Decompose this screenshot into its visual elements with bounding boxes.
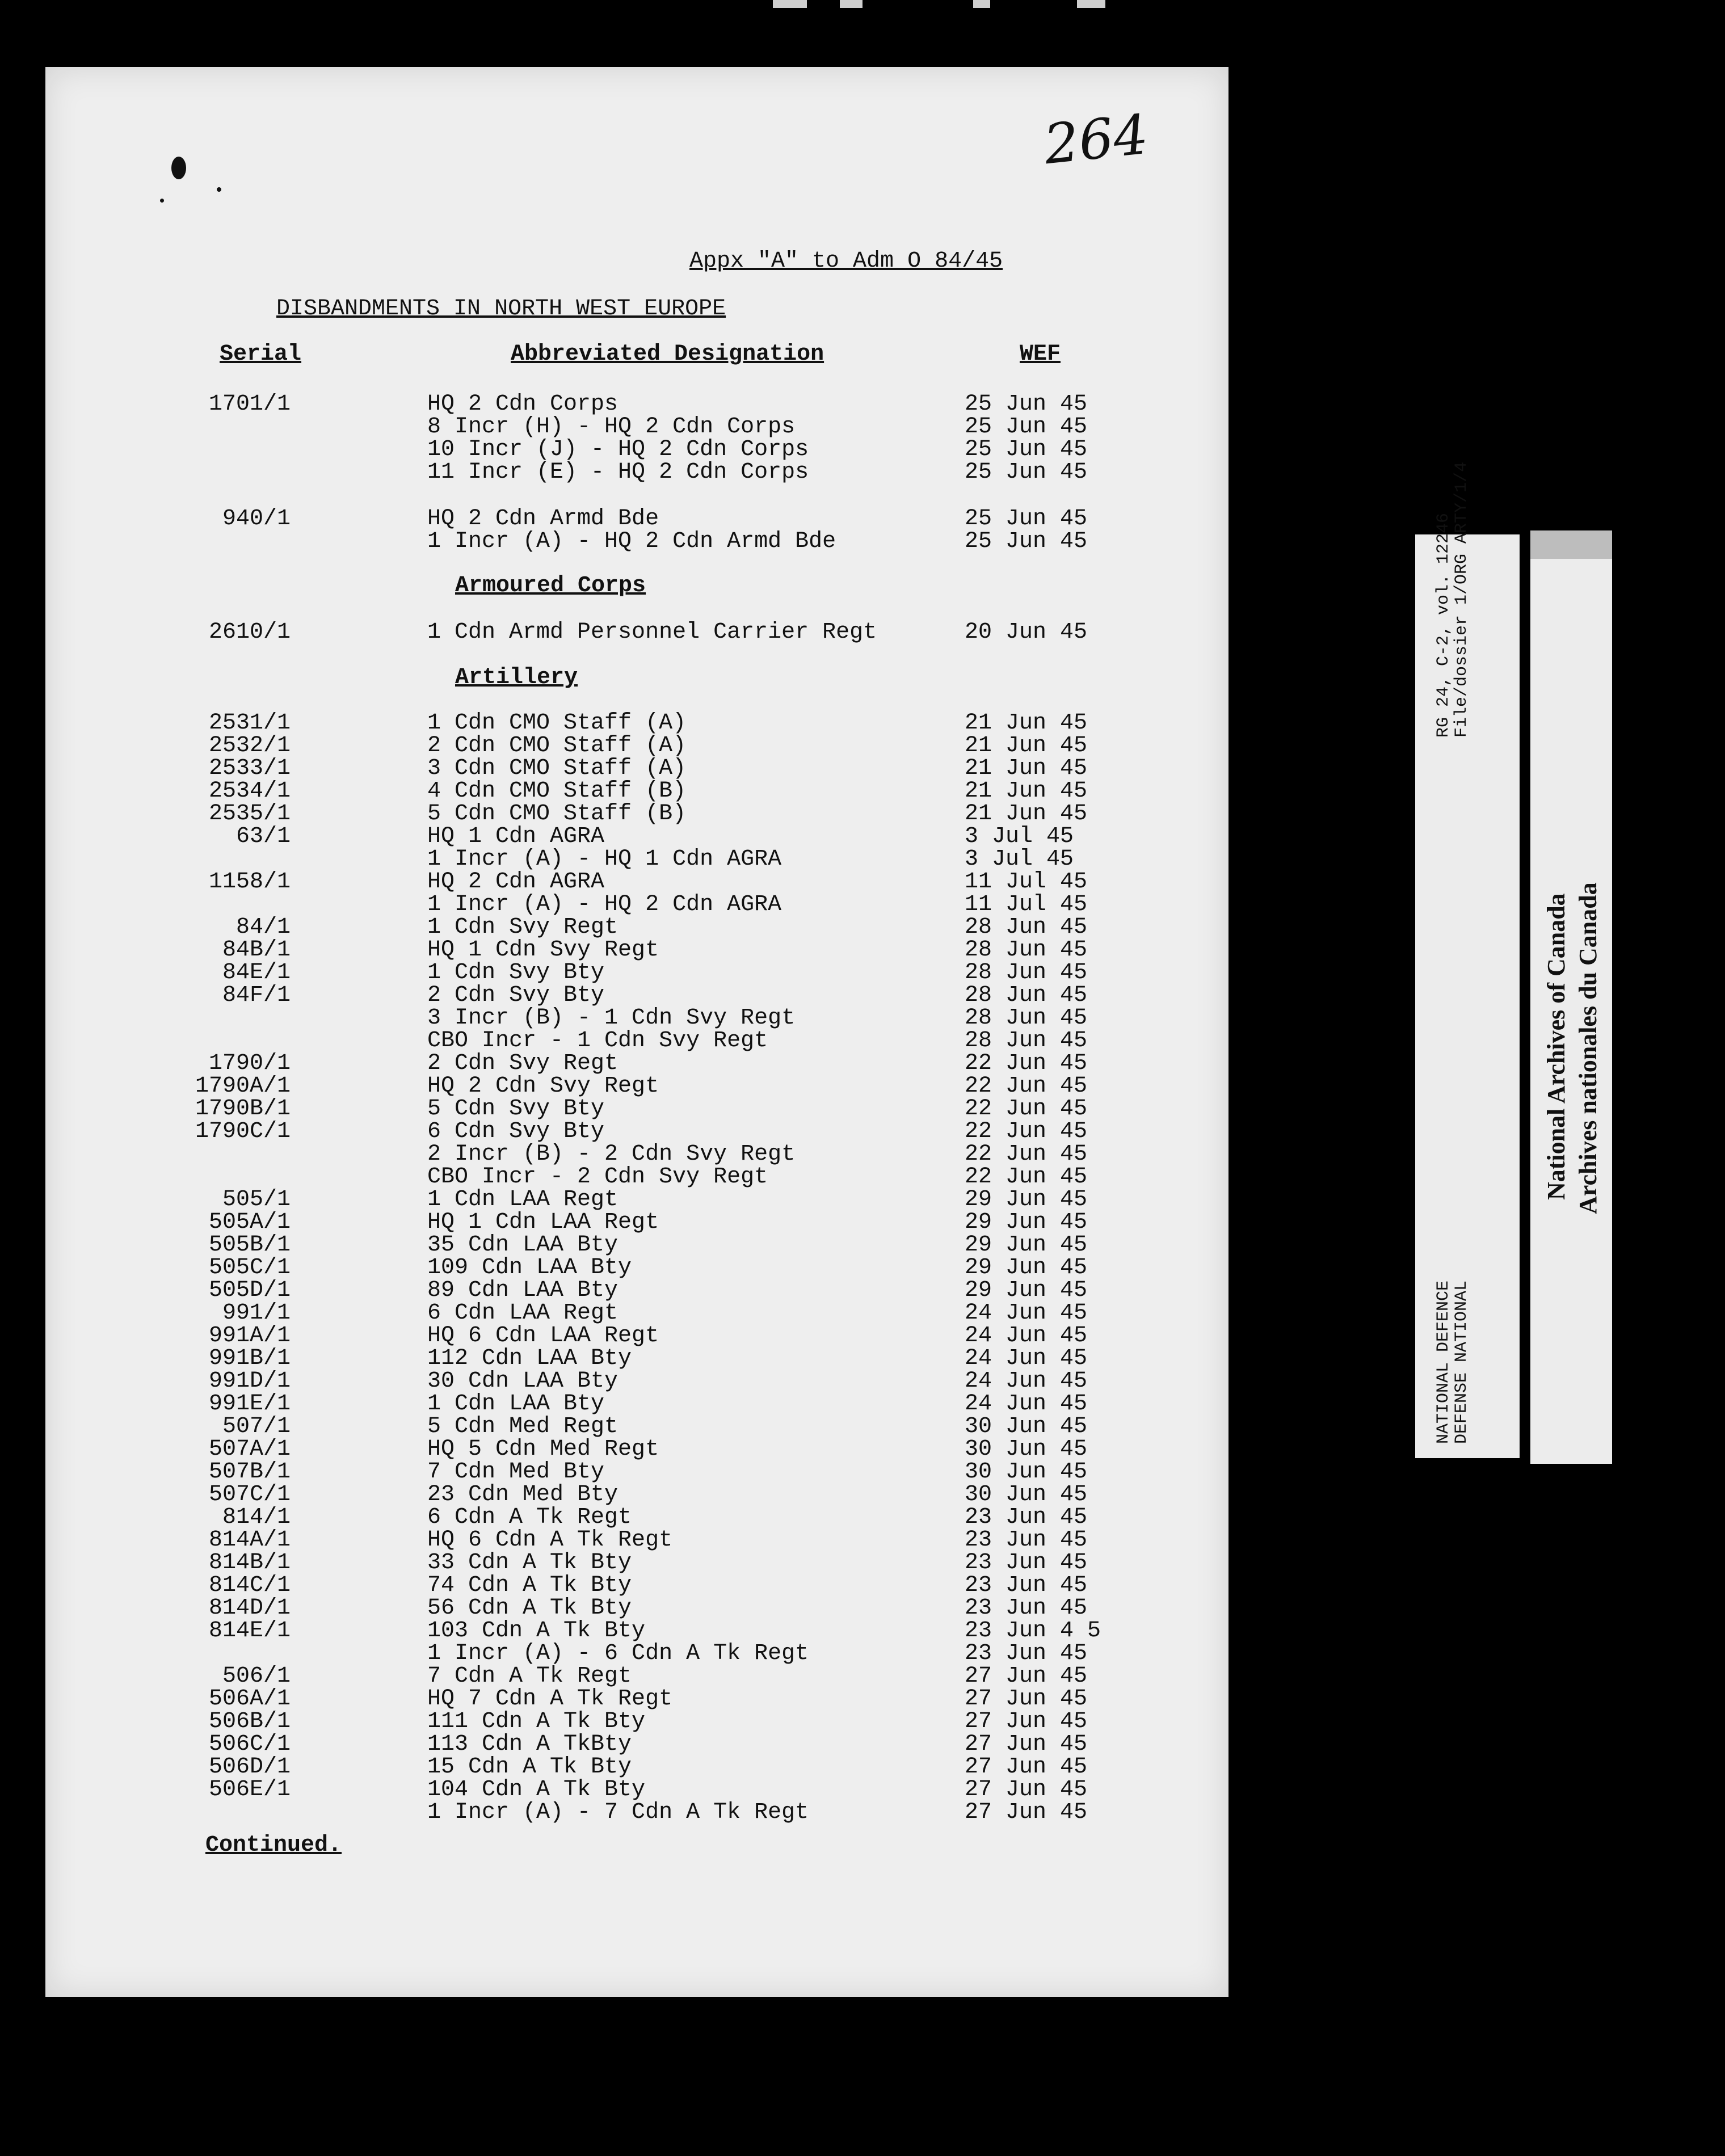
designation-cell: 1 Cdn Svy Bty [427, 960, 605, 986]
column-header-designation: Abbreviated Designation [511, 342, 824, 367]
wef-cell: 25 Jun 45 [965, 460, 1088, 485]
wef-cell: 21 Jun 45 [965, 756, 1088, 781]
wef-cell: 29 Jun 45 [965, 1187, 1088, 1212]
designation-cell: 2 Cdn Svy Bty [427, 983, 605, 1008]
serial-cell: 814E/1 [208, 1618, 291, 1644]
serial-cell: 991A/1 [208, 1323, 291, 1349]
wef-cell: 27 Jun 45 [965, 1732, 1088, 1757]
wef-cell: 23 Jun 45 [965, 1641, 1088, 1666]
serial-cell: 2535/1 [208, 801, 291, 827]
wef-cell: 24 Jun 45 [965, 1323, 1088, 1349]
wef-cell: 25 Jun 45 [965, 529, 1088, 554]
serial-cell: 2534/1 [208, 778, 291, 804]
serial-cell: 507C/1 [208, 1482, 291, 1507]
section-heading-armoured-corps: Armoured Corps [455, 573, 646, 599]
ink-dot [217, 187, 221, 192]
designation-cell: 109 Cdn LAA Bty [427, 1255, 632, 1281]
dept-line-2: DEFENSE NATIONAL [1452, 1280, 1471, 1444]
designation-cell: 3 Cdn CMO Staff (A) [427, 756, 687, 781]
film-perforation [840, 0, 862, 8]
wef-cell: 25 Jun 45 [965, 391, 1088, 417]
designation-cell: HQ 1 Cdn LAA Regt [427, 1210, 659, 1235]
serial-cell: 814/1 [222, 1505, 291, 1530]
serial-cell: 507B/1 [208, 1459, 291, 1485]
designation-cell: 112 Cdn LAA Bty [427, 1346, 632, 1371]
wef-cell: 23 Jun 4 5 [965, 1618, 1101, 1644]
ink-blot [171, 157, 186, 179]
archives-name-fr: Archives nationales du Canada [1574, 882, 1602, 1214]
designation-cell: 7 Cdn A Tk Regt [427, 1664, 632, 1689]
designation-cell: 6 Cdn A Tk Regt [427, 1505, 632, 1530]
wef-cell: 21 Jun 45 [965, 710, 1088, 736]
wef-cell: 23 Jun 45 [965, 1595, 1088, 1621]
designation-cell: 15 Cdn A Tk Bty [427, 1754, 632, 1780]
document-title: DISBANDMENTS IN NORTH WEST EUROPE [276, 296, 726, 322]
designation-cell: HQ 1 Cdn Svy Regt [427, 937, 659, 963]
serial-cell: 506B/1 [208, 1709, 291, 1734]
wef-cell: 21 Jun 45 [965, 733, 1088, 759]
designation-cell: 2 Cdn CMO Staff (A) [427, 733, 687, 759]
archive-ref-line-2: File/dossier 1/ORG ARTY/1/4 [1452, 461, 1471, 738]
wef-cell: 27 Jun 45 [965, 1686, 1088, 1712]
wef-cell: 23 Jun 45 [965, 1573, 1088, 1598]
designation-cell: 2 Cdn Svy Regt [427, 1051, 619, 1076]
designation-cell: 35 Cdn LAA Bty [427, 1232, 619, 1258]
wef-cell: 25 Jun 45 [965, 414, 1088, 440]
wef-cell: 3 Jul 45 [965, 824, 1074, 849]
wef-cell: 24 Jun 45 [965, 1368, 1088, 1394]
serial-cell: 506E/1 [208, 1777, 291, 1803]
wef-cell: 25 Jun 45 [965, 437, 1088, 462]
archive-ref-line-1: RG 24, C-2, vol. 12246 [1434, 512, 1453, 738]
wef-cell: 28 Jun 45 [965, 937, 1088, 963]
wef-cell: 24 Jun 45 [965, 1391, 1088, 1417]
designation-cell: 56 Cdn A Tk Bty [427, 1595, 632, 1621]
wef-cell: 27 Jun 45 [965, 1777, 1088, 1803]
film-perforation [773, 0, 807, 8]
film-perforation [1077, 0, 1105, 8]
serial-cell: 506D/1 [208, 1754, 291, 1780]
designation-cell: 5 Cdn Svy Bty [427, 1096, 605, 1122]
serial-cell: 1790B/1 [195, 1096, 291, 1122]
wef-cell: 29 Jun 45 [965, 1278, 1088, 1303]
wef-cell: 28 Jun 45 [965, 1028, 1088, 1054]
designation-cell: 10 Incr (J) - HQ 2 Cdn Corps [427, 437, 809, 462]
wef-cell: 30 Jun 45 [965, 1482, 1088, 1507]
wef-cell: 29 Jun 45 [965, 1232, 1088, 1258]
designation-cell: 104 Cdn A Tk Bty [427, 1777, 646, 1803]
serial-cell: 1701/1 [208, 391, 291, 417]
serial-cell: 505A/1 [208, 1210, 291, 1235]
designation-cell: HQ 5 Cdn Med Regt [427, 1437, 659, 1462]
wef-cell: 24 Jun 45 [965, 1300, 1088, 1326]
handwritten-page-number: 264 [1041, 102, 1151, 177]
designation-cell: 74 Cdn A Tk Bty [427, 1573, 632, 1598]
designation-cell: 1 Cdn Armd Personnel Carrier Regt [427, 620, 877, 645]
wef-cell: 30 Jun 45 [965, 1414, 1088, 1439]
wef-cell: 27 Jun 45 [965, 1754, 1088, 1780]
wef-cell: 22 Jun 45 [965, 1051, 1088, 1076]
serial-cell: 84B/1 [222, 937, 291, 963]
wef-cell: 11 Jul 45 [965, 892, 1088, 917]
wef-cell: 23 Jun 45 [965, 1550, 1088, 1576]
serial-cell: 814D/1 [208, 1595, 291, 1621]
serial-cell: 507/1 [222, 1414, 291, 1439]
wef-cell: 22 Jun 45 [965, 1073, 1088, 1099]
designation-cell: 5 Cdn CMO Staff (B) [427, 801, 687, 827]
wef-cell: 21 Jun 45 [965, 801, 1088, 827]
wef-cell: 23 Jun 45 [965, 1527, 1088, 1553]
designation-cell: HQ 2 Cdn AGRA [427, 869, 605, 895]
column-header-wef: WEF [1020, 342, 1061, 367]
designation-cell: CBO Incr - 2 Cdn Svy Regt [427, 1164, 768, 1190]
wef-cell: 28 Jun 45 [965, 960, 1088, 986]
designation-cell: HQ 6 Cdn LAA Regt [427, 1323, 659, 1349]
designation-cell: 103 Cdn A Tk Bty [427, 1618, 646, 1644]
serial-cell: 991E/1 [208, 1391, 291, 1417]
wef-cell: 11 Jul 45 [965, 869, 1088, 895]
designation-cell: HQ 2 Cdn Svy Regt [427, 1073, 659, 1099]
designation-cell: 23 Cdn Med Bty [427, 1482, 619, 1507]
serial-cell: 507A/1 [208, 1437, 291, 1462]
designation-cell: 1 Cdn Svy Regt [427, 915, 619, 940]
serial-cell: 991D/1 [208, 1368, 291, 1394]
designation-cell: 6 Cdn Svy Bty [427, 1119, 605, 1144]
designation-cell: 1 Cdn LAA Regt [427, 1187, 619, 1212]
appendix-reference: Appx "A" to Adm O 84/45 [689, 249, 1003, 274]
designation-cell: 1 Incr (A) - 7 Cdn A Tk Regt [427, 1800, 809, 1825]
serial-cell: 505D/1 [208, 1278, 291, 1303]
wef-cell: 24 Jun 45 [965, 1346, 1088, 1371]
serial-cell: 814C/1 [208, 1573, 291, 1598]
serial-cell: 2532/1 [208, 733, 291, 759]
serial-cell: 2531/1 [208, 710, 291, 736]
serial-cell: 506A/1 [208, 1686, 291, 1712]
wef-cell: 3 Jul 45 [965, 847, 1074, 872]
wef-cell: 29 Jun 45 [965, 1210, 1088, 1235]
serial-cell: 84F/1 [222, 983, 291, 1008]
serial-cell: 506C/1 [208, 1732, 291, 1757]
designation-cell: HQ 2 Cdn Armd Bde [427, 506, 659, 532]
ink-dot [160, 199, 164, 203]
wef-cell: 23 Jun 45 [965, 1505, 1088, 1530]
serial-cell: 991B/1 [208, 1346, 291, 1371]
serial-cell: 1158/1 [208, 869, 291, 895]
designation-cell: 30 Cdn LAA Bty [427, 1368, 619, 1394]
serial-cell: 506/1 [222, 1664, 291, 1689]
serial-cell: 505C/1 [208, 1255, 291, 1281]
serial-cell: 991/1 [222, 1300, 291, 1326]
serial-cell: 84E/1 [222, 960, 291, 986]
wef-cell: 27 Jun 45 [965, 1664, 1088, 1689]
archives-name-en: National Archives of Canada [1542, 893, 1570, 1200]
serial-cell: 940/1 [222, 506, 291, 532]
serial-cell: 814B/1 [208, 1550, 291, 1576]
wef-cell: 22 Jun 45 [965, 1119, 1088, 1144]
serial-cell: 814A/1 [208, 1527, 291, 1553]
designation-cell: 8 Incr (H) - HQ 2 Cdn Corps [427, 414, 796, 440]
wef-cell: 28 Jun 45 [965, 1005, 1088, 1031]
designation-cell: 113 Cdn A TkBty [427, 1732, 632, 1757]
serial-cell: 1790/1 [208, 1051, 291, 1076]
designation-cell: 1 Incr (A) - HQ 2 Cdn Armd Bde [427, 529, 836, 554]
wef-cell: 22 Jun 45 [965, 1142, 1088, 1167]
designation-cell: 2 Incr (B) - 2 Cdn Svy Regt [427, 1142, 796, 1167]
designation-cell: 1 Cdn CMO Staff (A) [427, 710, 687, 736]
serial-cell: 63/1 [235, 824, 291, 849]
designation-cell: 1 Incr (A) - HQ 1 Cdn AGRA [427, 847, 782, 872]
designation-cell: HQ 7 Cdn A Tk Regt [427, 1686, 673, 1712]
serial-cell: 2533/1 [208, 756, 291, 781]
designation-cell: 1 Cdn LAA Bty [427, 1391, 605, 1417]
designation-cell: HQ 6 Cdn A Tk Regt [427, 1527, 673, 1553]
column-header-serial: Serial [220, 342, 302, 367]
serial-cell: 1790A/1 [195, 1073, 291, 1099]
designation-cell: 11 Incr (E) - HQ 2 Cdn Corps [427, 460, 809, 485]
designation-cell: 7 Cdn Med Bty [427, 1459, 605, 1485]
wef-cell: 28 Jun 45 [965, 915, 1088, 940]
designation-cell: 3 Incr (B) - 1 Cdn Svy Regt [427, 1005, 796, 1031]
designation-cell: 1 Incr (A) - HQ 2 Cdn AGRA [427, 892, 782, 917]
wef-cell: 22 Jun 45 [965, 1164, 1088, 1190]
wef-cell: 20 Jun 45 [965, 620, 1088, 645]
wef-cell: 29 Jun 45 [965, 1255, 1088, 1281]
designation-cell: HQ 2 Cdn Corps [427, 391, 619, 417]
wef-cell: 30 Jun 45 [965, 1437, 1088, 1462]
serial-cell: 1790C/1 [195, 1119, 291, 1144]
designation-cell: HQ 1 Cdn AGRA [427, 824, 605, 849]
continued-note: Continued. [205, 1833, 342, 1858]
serial-cell: 2610/1 [208, 620, 291, 645]
wef-cell: 27 Jun 45 [965, 1800, 1088, 1825]
designation-cell: 111 Cdn A Tk Bty [427, 1709, 646, 1734]
serial-cell: 84/1 [235, 915, 291, 940]
wef-cell: 25 Jun 45 [965, 506, 1088, 532]
designation-cell: 4 Cdn CMO Staff (B) [427, 778, 687, 804]
designation-cell: 5 Cdn Med Regt [427, 1414, 619, 1439]
designation-cell: 33 Cdn A Tk Bty [427, 1550, 632, 1576]
wef-cell: 28 Jun 45 [965, 983, 1088, 1008]
wef-cell: 27 Jun 45 [965, 1709, 1088, 1734]
designation-cell: 6 Cdn LAA Regt [427, 1300, 619, 1326]
serial-cell: 505/1 [222, 1187, 291, 1212]
film-perforation [973, 0, 990, 8]
wef-cell: 22 Jun 45 [965, 1096, 1088, 1122]
section-heading-artillery: Artillery [455, 665, 578, 690]
designation-cell: CBO Incr - 1 Cdn Svy Regt [427, 1028, 768, 1054]
designation-cell: 1 Incr (A) - 6 Cdn A Tk Regt [427, 1641, 809, 1666]
wef-cell: 30 Jun 45 [965, 1459, 1088, 1485]
wef-cell: 21 Jun 45 [965, 778, 1088, 804]
dept-line-1: NATIONAL DEFENCE [1434, 1280, 1453, 1444]
designation-cell: 89 Cdn LAA Bty [427, 1278, 619, 1303]
serial-cell: 505B/1 [208, 1232, 291, 1258]
